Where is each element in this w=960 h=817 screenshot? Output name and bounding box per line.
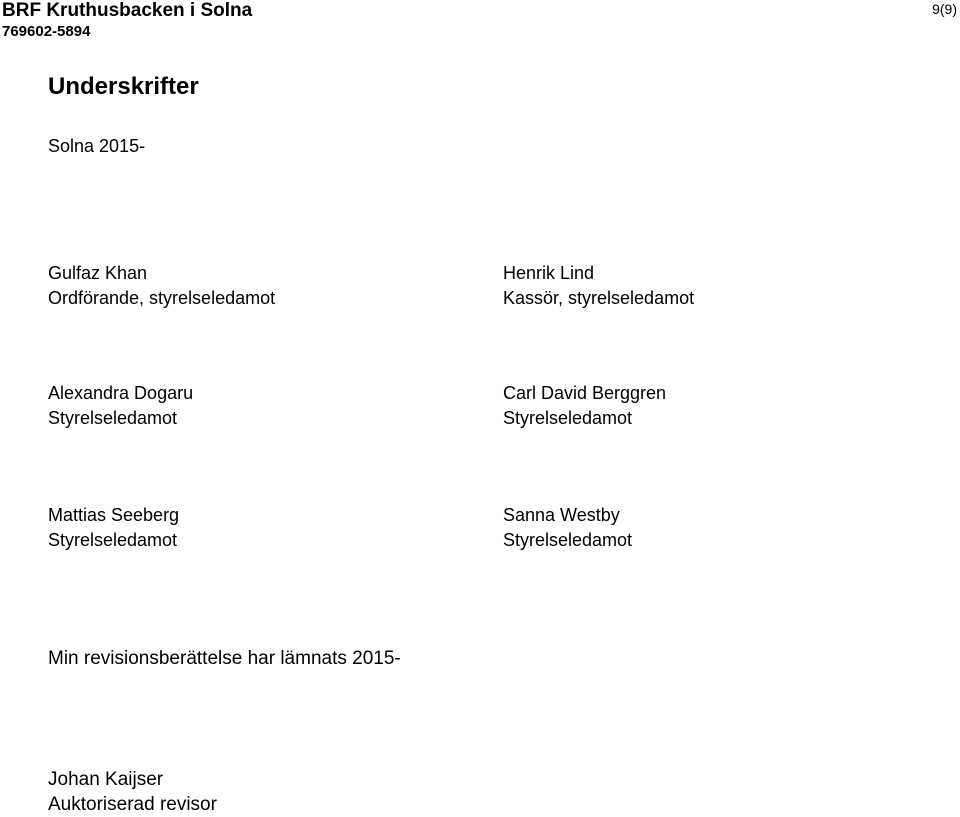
page-number: 9(9) bbox=[932, 1, 957, 17]
auditor-role: Auktoriserad revisor bbox=[48, 794, 217, 815]
signer-name: Henrik Lind bbox=[503, 263, 595, 283]
section-title: Underskrifter bbox=[48, 73, 199, 100]
signer-block bbox=[48, 261, 275, 311]
auditor-name: Johan Kaijser bbox=[48, 769, 164, 790]
signer-name: Gulfaz Khan bbox=[48, 263, 148, 283]
signer-name: Mattias Seeberg bbox=[48, 505, 180, 525]
signer-role: Styrelseledamot bbox=[503, 408, 633, 428]
place-date-line: Solna 2015- bbox=[48, 136, 146, 156]
signer-role: Styrelseledamot bbox=[503, 530, 633, 550]
signer-role: Styrelseledamot bbox=[48, 408, 178, 428]
signer-block bbox=[48, 503, 179, 553]
signer-role: Kassör, styrelseledamot bbox=[503, 288, 695, 308]
organization-name: BRF Kruthusbacken i Solna bbox=[2, 0, 253, 21]
signer-role: Ordförande, styrelseledamot bbox=[48, 288, 276, 308]
signer-block bbox=[503, 381, 666, 431]
signer-block bbox=[503, 503, 632, 553]
signer-role: Styrelseledamot bbox=[48, 530, 178, 550]
signer-block bbox=[48, 381, 193, 431]
signer-block bbox=[503, 261, 694, 311]
audit-report-note: Min revisionsberättelse har lämnats 2015- bbox=[48, 648, 401, 669]
organization-number: 769602-5894 bbox=[2, 23, 91, 40]
signer-name: Alexandra Dogaru bbox=[48, 383, 194, 403]
signer-name: Sanna Westby bbox=[503, 505, 620, 525]
signer-name: Carl David Berggren bbox=[503, 383, 667, 403]
